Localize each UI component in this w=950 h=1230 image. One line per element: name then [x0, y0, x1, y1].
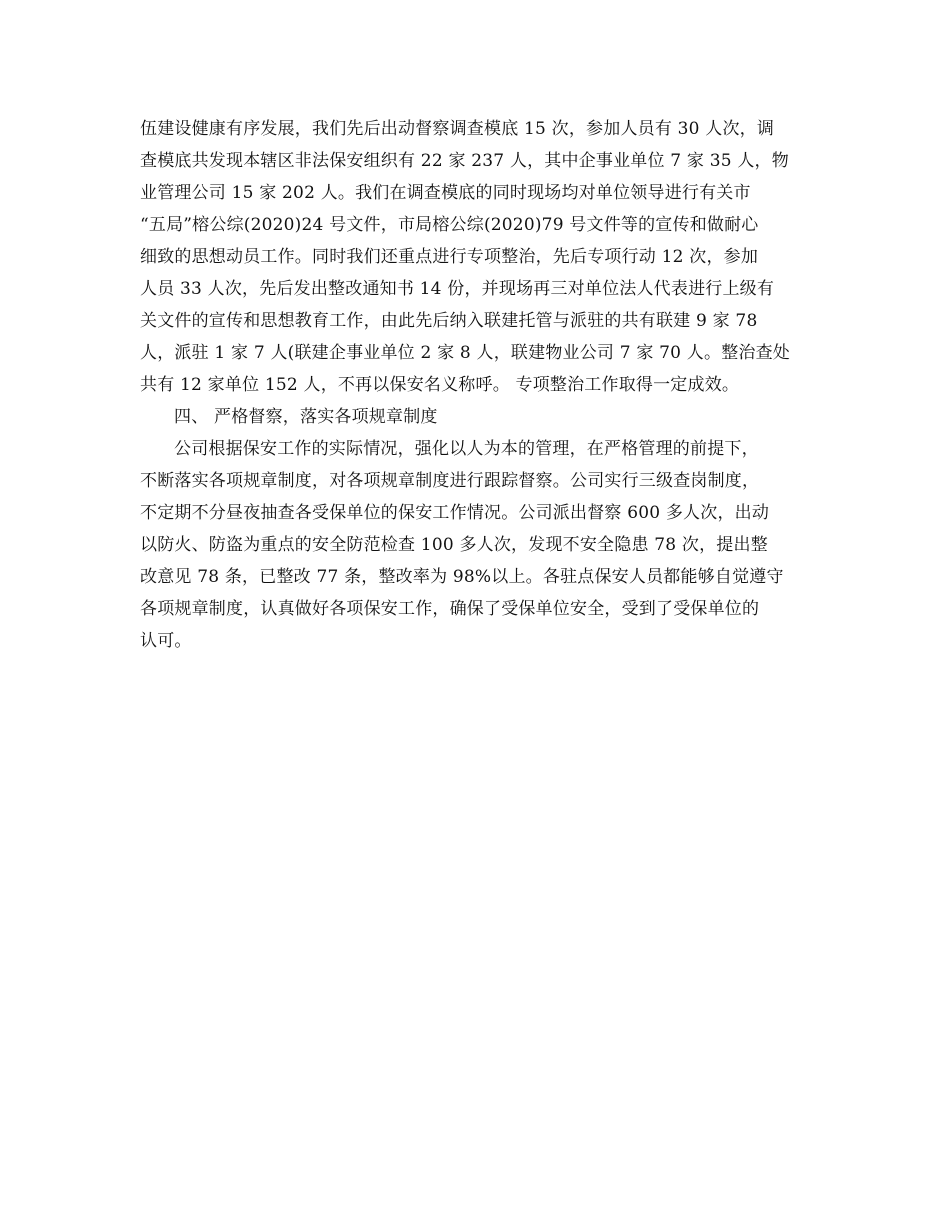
paragraph-line: 不断落实各项规章制度，对各项规章制度进行跟踪督察。公司实行三级查岗制度， — [140, 471, 760, 491]
paragraph-line: “五局”榕公综(2020)24 号文件，市局榕公综(2020)79 号文件等的宣传和做耐心 — [140, 215, 759, 235]
paragraph-line: 伍建设健康有序发展，我们先后出动督察调查模底 15 次，参加人员有 30 人次，调 — [140, 119, 775, 139]
paragraph-line: 公司根据保安工作的实际情况，强化以人为本的管理，在严格管理的前提下， — [174, 439, 759, 459]
paragraph-line: 人员 33 人次，先后发出整改通知书 14 份，并现场再三对单位法人代表进行上级有 — [140, 279, 775, 299]
paragraph-line: 业管理公司 15 家 202 人。我们在调查模底的同时现场均对单位领导进行有关市 — [140, 183, 751, 203]
paragraph-2 — [140, 433, 815, 657]
paragraph-1 — [140, 113, 815, 401]
paragraph-line: 认可。 — [140, 631, 192, 651]
paragraph-line: 以防火、防盗为重点的安全防范检查 100 多人次，发现不安全隐患 78 次，提出整 — [140, 535, 768, 555]
paragraph-line: 改意见 78 条，已整改 77 条，整改率为 98%以上。各驻点保安人员都能够自觉遵守 — [140, 567, 784, 587]
document-body — [140, 113, 815, 657]
paragraph-line: 细致的思想动员工作。同时我们还重点进行专项整治，先后专项行动 12 次，参加 — [140, 247, 759, 267]
paragraph-line: 人，派驻 1 家 7 人(联建企事业单位 2 家 8 人，联建物业公司 7 家 70 人。整治查处 — [140, 343, 790, 363]
paragraph-line: 不定期不分昼夜抽查各受保单位的保安工作情况。公司派出督察 600 多人次，出动 — [140, 503, 770, 523]
paragraph-line: 共有 12 家单位 152 人，不再以保安名义称呼。 专项整治工作取得一定成效。 — [140, 375, 740, 395]
paragraph-line: 各项规章制度，认真做好各项保安工作，确保了受保单位安全，受到了受保单位的 — [140, 599, 760, 619]
paragraph-line: 查模底共发现本辖区非法保安组织有 22 家 237 人，其中企事业单位 7 家 35 人，物 — [140, 151, 789, 171]
paragraph-line: 关文件的宣传和思想教育工作，由此先后纳入联建托管与派驻的共有联建 9 家 78 — [140, 311, 758, 331]
section-heading: 四、 严格督察，落实各项规章制度 — [174, 407, 438, 427]
